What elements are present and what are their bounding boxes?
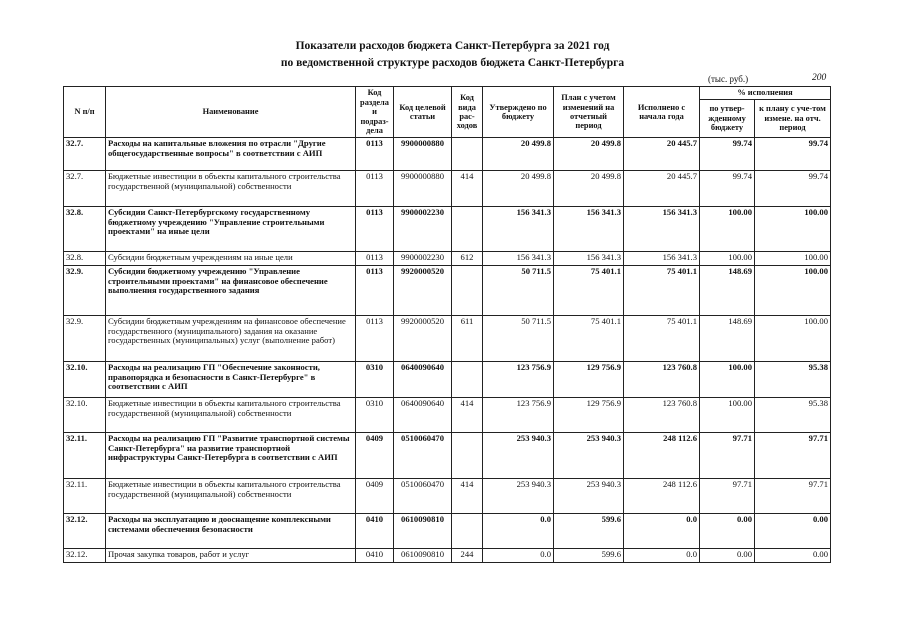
row-pct-plan-cell: 100.00 bbox=[755, 207, 831, 252]
row-pct-plan-cell: 97.71 bbox=[755, 479, 831, 514]
page-number: 200 bbox=[812, 73, 827, 83]
row-done-cell: 0.0 bbox=[624, 549, 700, 563]
row-pct-plan-cell: 0.00 bbox=[755, 549, 831, 563]
header-plan: План с учетом изменений на отчетный период bbox=[554, 87, 624, 138]
row-num-cell: 32.10. bbox=[64, 362, 106, 398]
header-name: Наименование bbox=[106, 87, 356, 138]
row-approved-cell: 253 940.3 bbox=[483, 433, 554, 479]
row-type-cell: 612 bbox=[452, 252, 483, 266]
row-name-cell: Расходы на эксплуатацию и дооснащение комплексными системами обеспечения безопасности bbox=[106, 514, 356, 549]
table-row bbox=[64, 398, 831, 433]
header-section: Код раздела и подраз-дела bbox=[356, 87, 394, 138]
row-pct-approved-cell: 148.69 bbox=[700, 266, 755, 316]
table-row bbox=[64, 316, 831, 362]
row-done-cell: 248 112.6 bbox=[624, 433, 700, 479]
row-pct-plan-cell: 100.00 bbox=[755, 266, 831, 316]
row-done-cell: 75 401.1 bbox=[624, 266, 700, 316]
row-approved-cell: 0.0 bbox=[483, 514, 554, 549]
row-name-cell: Субсидии бюджетным учреждениям на иные цели bbox=[106, 252, 356, 266]
row-pct-approved-cell: 148.69 bbox=[700, 316, 755, 362]
row-section-cell: 0113 bbox=[356, 252, 394, 266]
table-row bbox=[64, 479, 831, 514]
row-type-cell bbox=[452, 433, 483, 479]
row-name-cell: Прочая закупка товаров, работ и услуг bbox=[106, 549, 356, 563]
table-row bbox=[64, 514, 831, 549]
row-target-cell: 0510060470 bbox=[394, 479, 452, 514]
row-num-cell: 32.11. bbox=[64, 433, 106, 479]
row-approved-cell: 156 341.3 bbox=[483, 252, 554, 266]
row-pct-plan-cell: 0.00 bbox=[755, 514, 831, 549]
row-plan-cell: 75 401.1 bbox=[554, 316, 624, 362]
row-section-cell: 0113 bbox=[356, 266, 394, 316]
report-title-line2: по ведомственной структуре расходов бюджета Санкт-Петербурга bbox=[280, 57, 625, 69]
row-plan-cell: 156 341.3 bbox=[554, 207, 624, 252]
row-approved-cell: 123 756.9 bbox=[483, 362, 554, 398]
row-section-cell: 0113 bbox=[356, 138, 394, 171]
row-name-cell: Субсидии Санкт-Петербургскому государственному бюджетному учреждению "Управление строительными проектами" на иные цели bbox=[106, 207, 356, 252]
row-approved-cell: 123 756.9 bbox=[483, 398, 554, 433]
row-pct-plan-cell: 100.00 bbox=[755, 316, 831, 362]
row-num-cell: 32.9. bbox=[64, 316, 106, 362]
row-done-cell: 75 401.1 bbox=[624, 316, 700, 362]
row-type-cell bbox=[452, 514, 483, 549]
row-target-cell: 0640090640 bbox=[394, 398, 452, 433]
header-pct-plan: к плану с уче-том измене. на отч. период bbox=[755, 100, 831, 138]
row-pct-approved-cell: 100.00 bbox=[700, 207, 755, 252]
units-label: (тыс. руб.) bbox=[708, 74, 749, 84]
row-target-cell: 9900000880 bbox=[394, 138, 452, 171]
row-approved-cell: 156 341.3 bbox=[483, 207, 554, 252]
row-type-cell: 244 bbox=[452, 549, 483, 563]
row-target-cell: 0640090640 bbox=[394, 362, 452, 398]
expenses-table bbox=[63, 86, 831, 563]
row-type-cell bbox=[452, 138, 483, 171]
header-pct: % исполнения bbox=[700, 87, 831, 100]
header-target: Код целевой статьи bbox=[394, 87, 452, 138]
row-section-cell: 0409 bbox=[356, 433, 394, 479]
row-target-cell: 9900002230 bbox=[394, 207, 452, 252]
row-pct-approved-cell: 100.00 bbox=[700, 252, 755, 266]
row-approved-cell: 50 711.5 bbox=[483, 316, 554, 362]
table-body bbox=[64, 138, 831, 563]
row-type-cell: 414 bbox=[452, 171, 483, 207]
row-approved-cell: 50 711.5 bbox=[483, 266, 554, 316]
row-type-cell: 611 bbox=[452, 316, 483, 362]
row-num-cell: 32.10. bbox=[64, 398, 106, 433]
row-num-cell: 32.7. bbox=[64, 171, 106, 207]
row-pct-approved-cell: 99.74 bbox=[700, 138, 755, 171]
row-done-cell: 20 445.7 bbox=[624, 171, 700, 207]
row-pct-approved-cell: 97.71 bbox=[700, 479, 755, 514]
row-target-cell: 9920000520 bbox=[394, 316, 452, 362]
row-num-cell: 32.12. bbox=[64, 514, 106, 549]
row-pct-plan-cell: 95.38 bbox=[755, 398, 831, 433]
header-approved: Утверждено по бюджету bbox=[483, 87, 554, 138]
row-pct-approved-cell: 0.00 bbox=[700, 549, 755, 563]
row-name-cell: Бюджетные инвестиции в объекты капитального строительства государственной (муниципальной) собственности bbox=[106, 171, 356, 207]
row-done-cell: 0.0 bbox=[624, 514, 700, 549]
row-pct-plan-cell: 99.74 bbox=[755, 138, 831, 171]
row-plan-cell: 75 401.1 bbox=[554, 266, 624, 316]
header-done: Исполнено с начала года bbox=[624, 87, 700, 138]
row-name-cell: Бюджетные инвестиции в объекты капитального строительства государственной (муниципальной) собственности bbox=[106, 479, 356, 514]
row-plan-cell: 253 940.3 bbox=[554, 433, 624, 479]
row-target-cell: 0610090810 bbox=[394, 514, 452, 549]
row-type-cell bbox=[452, 207, 483, 252]
row-done-cell: 248 112.6 bbox=[624, 479, 700, 514]
row-name-cell: Расходы на реализацию ГП "Обеспечение законности, правопорядка и безопасности в Санкт-Петербурге" в соответствии с АИП bbox=[106, 362, 356, 398]
table-row bbox=[64, 138, 831, 171]
row-num-cell: 32.9. bbox=[64, 266, 106, 316]
row-plan-cell: 20 499.8 bbox=[554, 138, 624, 171]
table-row bbox=[64, 171, 831, 207]
row-target-cell: 0610090810 bbox=[394, 549, 452, 563]
row-num-cell: 32.11. bbox=[64, 479, 106, 514]
row-num-cell: 32.12. bbox=[64, 549, 106, 563]
row-section-cell: 0113 bbox=[356, 207, 394, 252]
header-num: N п/п bbox=[64, 87, 106, 138]
row-name-cell: Субсидии бюджетным учреждениям на финансовое обеспечение государственного (муниципального) задания на оказание государственных (муниципальных) услуг (выполнение работ) bbox=[106, 316, 356, 362]
row-pct-approved-cell: 97.71 bbox=[700, 433, 755, 479]
row-section-cell: 0310 bbox=[356, 362, 394, 398]
row-plan-cell: 599.6 bbox=[554, 514, 624, 549]
row-plan-cell: 253 940.3 bbox=[554, 479, 624, 514]
header-type: Код вида рас-ходов bbox=[452, 87, 483, 138]
row-section-cell: 0409 bbox=[356, 479, 394, 514]
row-name-cell: Бюджетные инвестиции в объекты капитального строительства государственной (муниципальной) собственности bbox=[106, 398, 356, 433]
row-done-cell: 123 760.8 bbox=[624, 362, 700, 398]
row-done-cell: 156 341.3 bbox=[624, 252, 700, 266]
row-approved-cell: 0.0 bbox=[483, 549, 554, 563]
row-pct-plan-cell: 100.00 bbox=[755, 252, 831, 266]
row-section-cell: 0310 bbox=[356, 398, 394, 433]
row-pct-plan-cell: 97.71 bbox=[755, 433, 831, 479]
report-title-line1: Показатели расходов бюджета Санкт-Петербурга за 2021 год bbox=[295, 40, 610, 52]
row-target-cell: 9920000520 bbox=[394, 266, 452, 316]
table-row bbox=[64, 362, 831, 398]
row-approved-cell: 20 499.8 bbox=[483, 138, 554, 171]
row-num-cell: 32.8. bbox=[64, 252, 106, 266]
row-plan-cell: 20 499.8 bbox=[554, 171, 624, 207]
table-row bbox=[64, 549, 831, 563]
row-name-cell: Расходы на реализацию ГП "Развитие транспортной системы Санкт-Петербурга" на развитие транспортной инфраструктуры Санкт-Петербурга в соответствии с АИП bbox=[106, 433, 356, 479]
row-name-cell: Субсидии бюджетному учреждению "Управление строительными проектами" на финансовое обеспечение выполнения государственного задания bbox=[106, 266, 356, 316]
row-name-cell: Расходы на капитальные вложения по отрасли "Другие общегосударственные вопросы" в соответствии с АИП bbox=[106, 138, 356, 171]
row-plan-cell: 156 341.3 bbox=[554, 252, 624, 266]
row-pct-approved-cell: 0.00 bbox=[700, 514, 755, 549]
table-row bbox=[64, 266, 831, 316]
row-target-cell: 9900002230 bbox=[394, 252, 452, 266]
row-approved-cell: 20 499.8 bbox=[483, 171, 554, 207]
row-type-cell bbox=[452, 362, 483, 398]
row-pct-approved-cell: 100.00 bbox=[700, 362, 755, 398]
row-approved-cell: 253 940.3 bbox=[483, 479, 554, 514]
row-target-cell: 0510060470 bbox=[394, 433, 452, 479]
row-done-cell: 156 341.3 bbox=[624, 207, 700, 252]
row-target-cell: 9900000880 bbox=[394, 171, 452, 207]
row-plan-cell: 129 756.9 bbox=[554, 362, 624, 398]
row-type-cell bbox=[452, 266, 483, 316]
row-num-cell: 32.7. bbox=[64, 138, 106, 171]
row-section-cell: 0113 bbox=[356, 316, 394, 362]
table-row bbox=[64, 252, 831, 266]
row-pct-approved-cell: 100.00 bbox=[700, 398, 755, 433]
header-pct-approved: по утвер-жденному бюджету bbox=[700, 100, 755, 138]
row-plan-cell: 599.6 bbox=[554, 549, 624, 563]
table-row bbox=[64, 433, 831, 479]
row-section-cell: 0410 bbox=[356, 514, 394, 549]
row-pct-approved-cell: 99.74 bbox=[700, 171, 755, 207]
row-section-cell: 0113 bbox=[356, 171, 394, 207]
row-type-cell: 414 bbox=[452, 398, 483, 433]
row-done-cell: 20 445.7 bbox=[624, 138, 700, 171]
row-type-cell: 414 bbox=[452, 479, 483, 514]
row-plan-cell: 129 756.9 bbox=[554, 398, 624, 433]
table-row bbox=[64, 207, 831, 252]
row-section-cell: 0410 bbox=[356, 549, 394, 563]
row-pct-plan-cell: 95.38 bbox=[755, 362, 831, 398]
row-done-cell: 123 760.8 bbox=[624, 398, 700, 433]
row-pct-plan-cell: 99.74 bbox=[755, 171, 831, 207]
row-num-cell: 32.8. bbox=[64, 207, 106, 252]
